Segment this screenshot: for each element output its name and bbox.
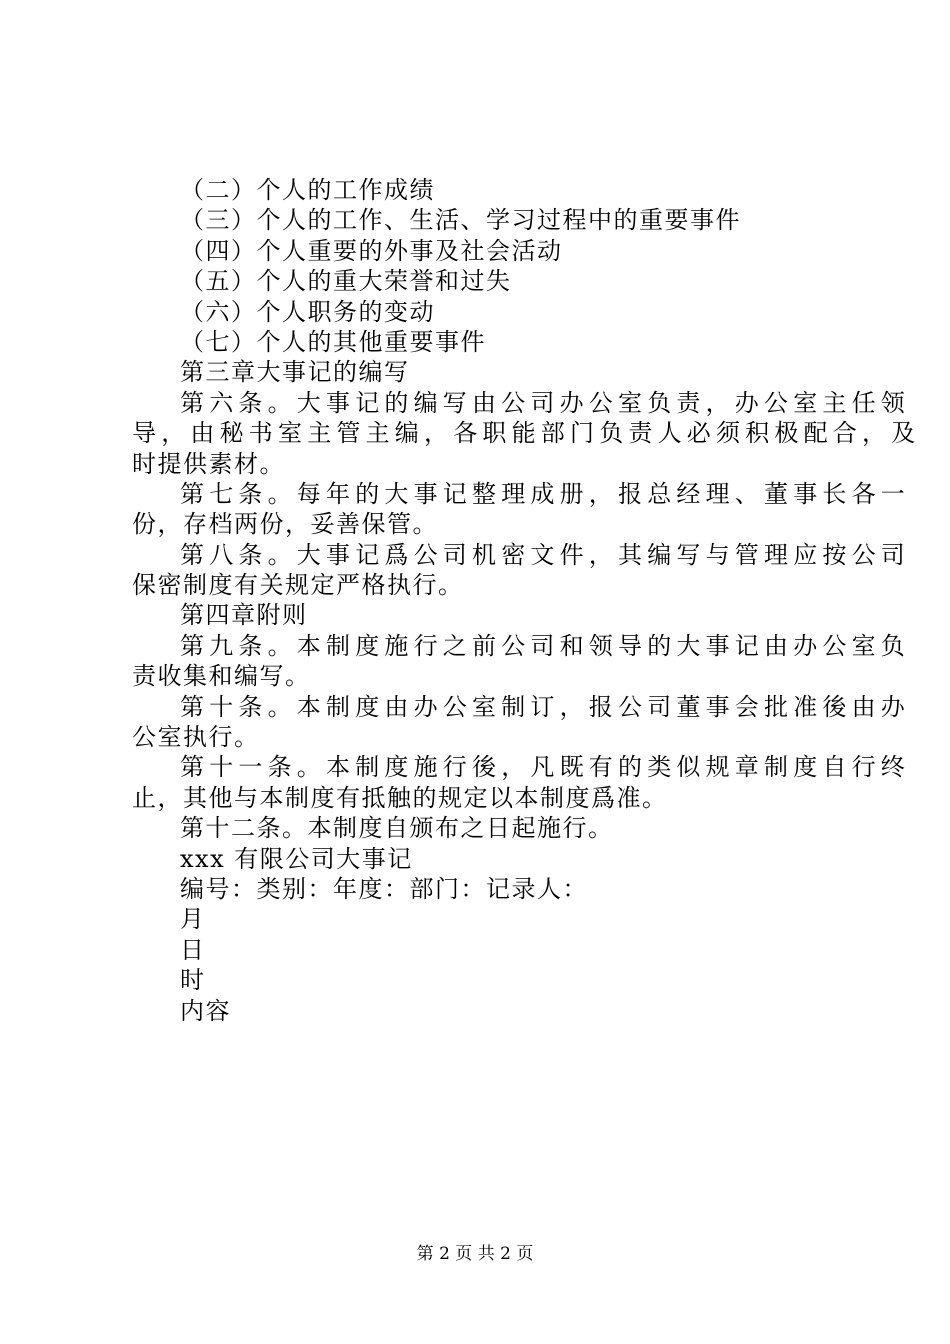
record-field-day: 日 (180, 935, 206, 964)
article-9-line-2: 责收集和编写。 (132, 662, 311, 691)
list-item-personal-achievements: （二）个人的工作成绩 (180, 176, 435, 204)
article-8-line-1: 第八条。大事记爲公司机密文件，其编写与管理应按公司 (180, 540, 910, 569)
article-10-line-2: 公室执行。 (132, 723, 260, 752)
article-10-line-1: 第十条。本制度由办公室制订，报公司董事会批准後由办 (180, 692, 910, 721)
record-field-content: 内容 (180, 996, 231, 1025)
record-field-time: 时 (180, 966, 206, 995)
list-item-foreign-affairs: （四）个人重要的外事及社会活动 (180, 236, 563, 265)
list-item-important-events: （三）个人的工作、生活、学习过程中的重要事件 (180, 206, 741, 235)
article-8-line-2: 保密制度有关规定严格执行。 (132, 571, 464, 600)
page-number-footer: 第 2 页 共 2 页 (416, 1244, 534, 1264)
list-item-other-events: （七）个人的其他重要事件 (180, 327, 486, 356)
article-6-line-3: 时提供素材。 (132, 449, 285, 478)
article-7-line-1: 第七条。每年的大事记整理成册，报总经理、董事长各一 (180, 479, 910, 508)
article-6-line-2: 导，由秘书室主管主编，各职能部门负责人必须积极配合，及 (132, 419, 921, 448)
record-title: xxx 有限公司大事记 (180, 844, 413, 873)
chapter-3-heading: 第三章大事记的编写 (180, 358, 410, 387)
record-field-month: 月 (180, 905, 206, 934)
list-item-honors-faults: （五）个人的重大荣誉和过失 (180, 267, 512, 296)
record-header-fields: 编号：类别：年度：部门：记录人： (180, 874, 588, 903)
document-body (132, 175, 921, 1026)
article-7-line-2: 份，存档两份，妥善保管。 (132, 510, 438, 539)
article-9-line-1: 第九条。本制度施行之前公司和领导的大事记由办公室负 (180, 631, 910, 660)
chapter-4-heading: 第四章附则 (180, 601, 308, 630)
article-11-line-1: 第十一条。本制度施行後，凡既有的类似规章制度自行终 (180, 753, 910, 782)
article-12: 第十二条。本制度自颁布之日起施行。 (180, 814, 614, 843)
article-11-line-2: 止，其他与本制度有抵触的规定以本制度爲准。 (132, 783, 668, 812)
article-6-line-1: 第六条。大事记的编写由公司办公室负责，办公室主任领 (180, 388, 910, 417)
list-item-position-changes: （六）个人职务的变动 (180, 297, 435, 326)
